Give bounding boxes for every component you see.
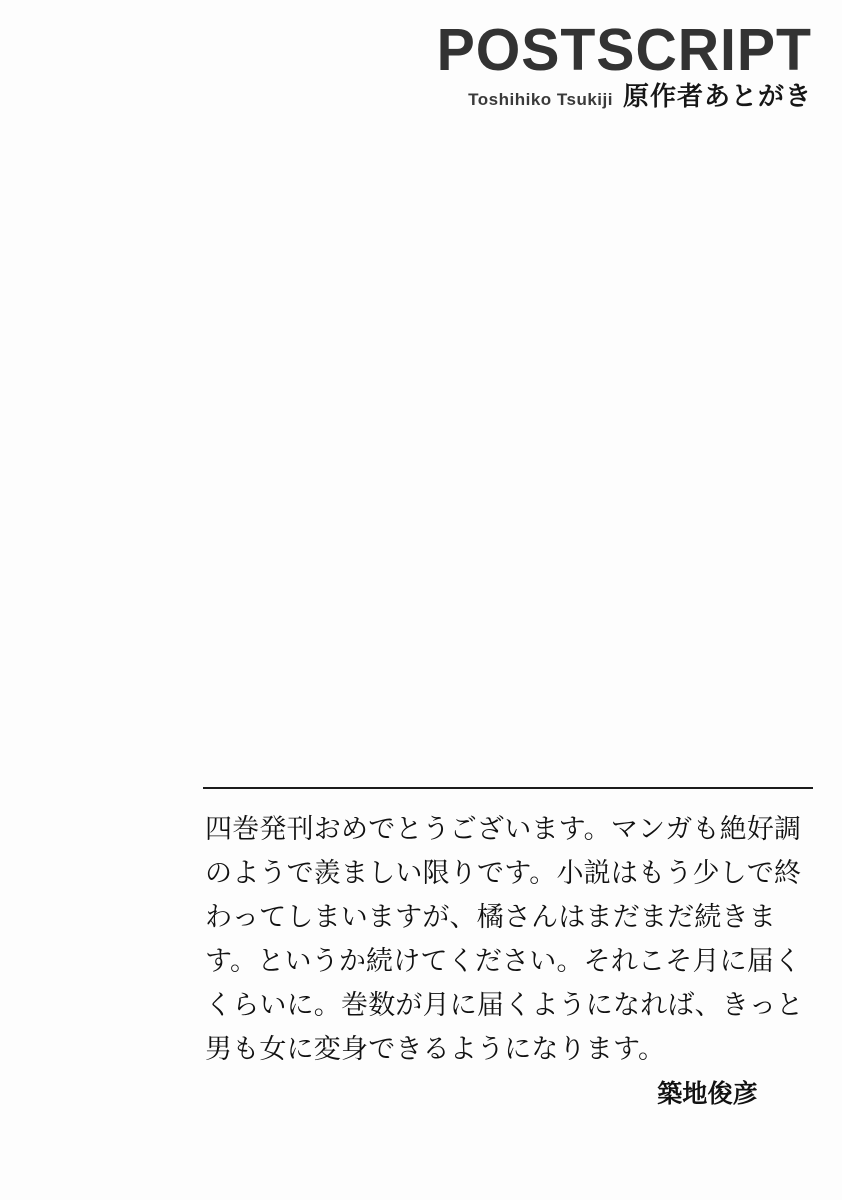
page-title: POSTSCRIPT bbox=[436, 17, 812, 83]
signature-row bbox=[205, 1072, 820, 1116]
horizontal-rule bbox=[203, 787, 813, 789]
page-header bbox=[172, 17, 812, 113]
author-name-romaji: Toshihiko Tsukiji bbox=[468, 90, 613, 110]
author-signature: 築地俊彦 bbox=[657, 1079, 758, 1108]
header-subline bbox=[172, 82, 812, 113]
afterword-paragraph: 四巻発刊おめでとうございます。マンガも絶好調のようで羨ましい限りです。小説はもう少しで終わってしまいますが、橘さんはまだまだ続きます。というか続けてください。それこそ月に届くくらいに。巻数が月に届くようになれば、きっと男も女に変身できるようになります。 bbox=[205, 814, 804, 1065]
afterword-body bbox=[205, 808, 820, 1116]
section-label-japanese: 原作者あとがき bbox=[622, 82, 812, 113]
